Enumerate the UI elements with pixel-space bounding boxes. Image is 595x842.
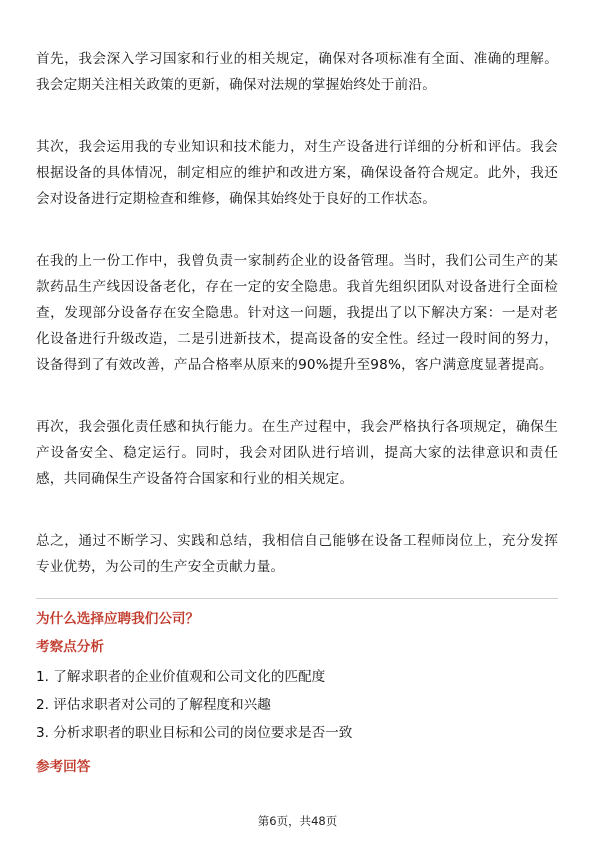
- page-content: [36, 46, 558, 777]
- page-footer: 第6页，共48页: [257, 814, 338, 828]
- question-title: 为什么选择应聘我们公司？: [36, 611, 200, 627]
- paragraph-3: 在我的上一份工作中，我曾负责一家制药企业的设备管理。当时，我们公司生产的某款药品生产线因设备老化，存在一定的安全隐患。我首先组织团队对设备进行全面检查，发现部分设备存在安全隐患。针对这一问题，我提出了以下解决方案：一是对老化设备进行升级改造，二是引进新技术，提高设备的安全性。经过一段时间的努力，设备得到了有效改善，产品合格率从原来的90%提升至98%，客户满意度显著提高。: [36, 253, 558, 373]
- paragraph-1: 首先，我会深入学习国家和行业的相关规定，确保对各项标准有全面、准确的理解。我会定期关注相关政策的更新，确保对法规的掌握始终处于前沿。: [36, 51, 558, 93]
- paragraph-2: 其次，我会运用我的专业知识和技术能力，对生产设备进行详细的分析和评估。我会根据设备的具体情况，制定相应的维护和改进方案，确保设备符合规定。此外，我还会对设备进行定期检查和维修，确保其始终处于良好的工作状态。: [36, 139, 558, 207]
- list-item: 3. 分析求职者的职业目标和公司的岗位要求是否一致: [36, 725, 353, 741]
- analysis-list: [36, 663, 558, 747]
- answer-title: 参考回答: [36, 759, 91, 775]
- section-divider: [36, 598, 558, 599]
- analysis-title: 考察点分析: [36, 639, 104, 655]
- list-item: 1. 了解求职者的企业价值观和公司文化的匹配度: [36, 669, 326, 685]
- paragraph-5: 总之，通过不断学习、实践和总结，我相信自己能够在设备工程师岗位上，充分发挥专业优势，为公司的生产安全贡献力量。: [36, 533, 558, 575]
- list-item: 2. 评估求职者对公司的了解程度和兴趣: [36, 697, 271, 713]
- paragraph-4: 再次，我会强化责任感和执行能力。在生产过程中，我会严格执行各项规定，确保生产设备安全、稳定运行。同时，我会对团队进行培训，提高大家的法律意识和责任感，共同确保生产设备符合国家和行业的相关规定。: [36, 419, 558, 487]
